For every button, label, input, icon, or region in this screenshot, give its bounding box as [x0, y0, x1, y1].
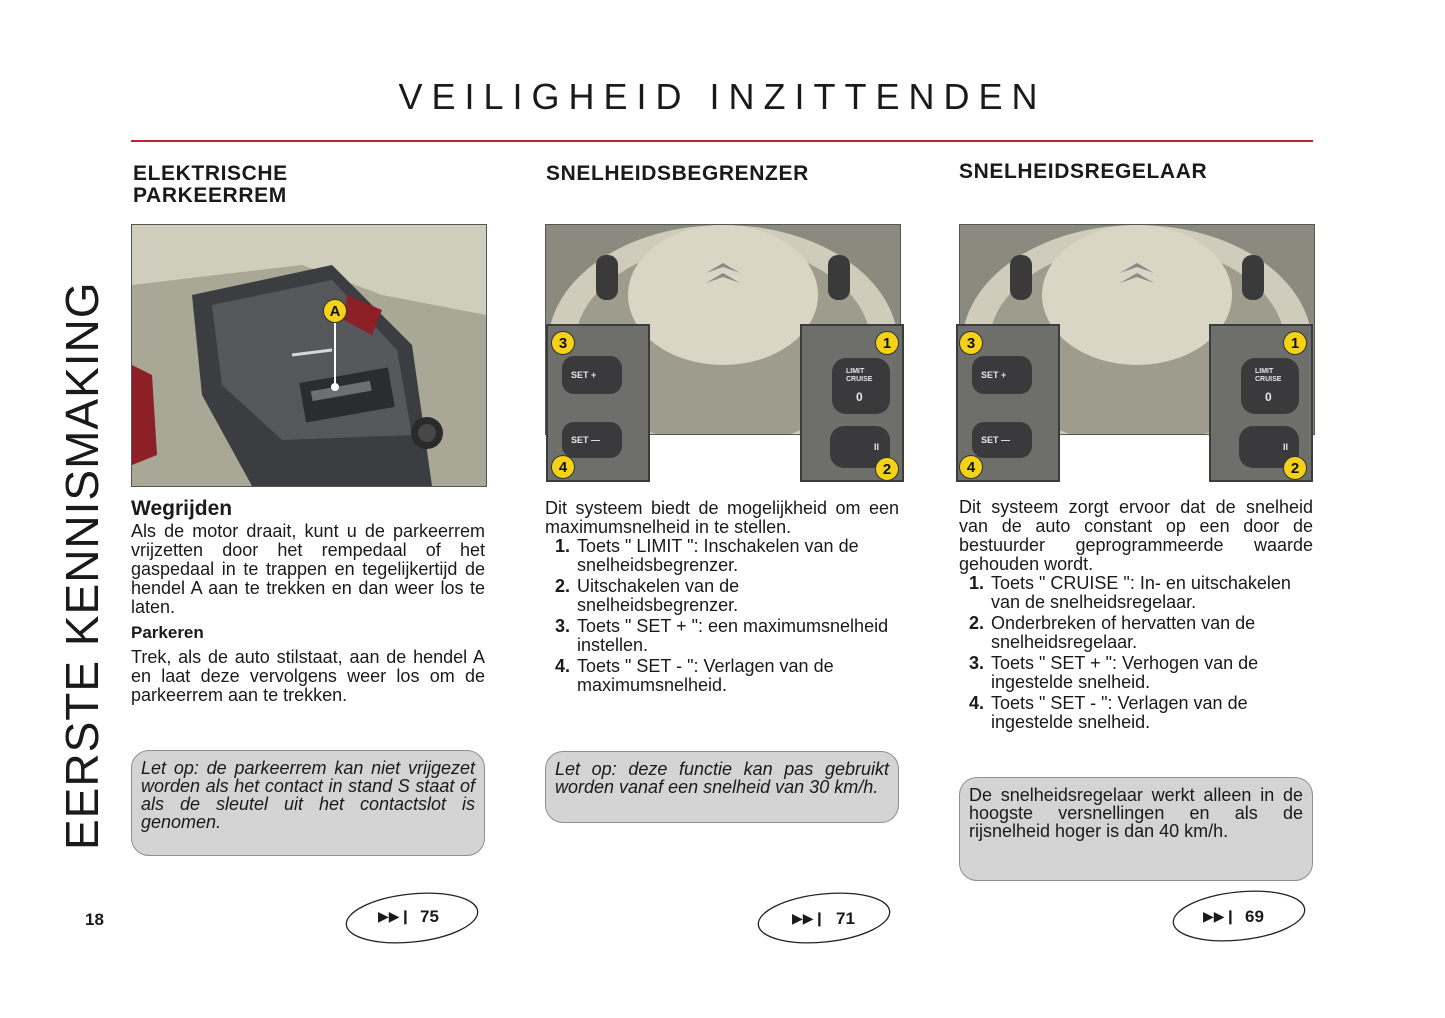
step-text: Uitschakelen van de snelheidsbegrenzer. [577, 576, 740, 615]
set-minus-button [972, 422, 1032, 458]
col3-step-3 [959, 654, 1313, 692]
set-minus-label: SET — [981, 435, 1011, 445]
col3-intro: Dit systeem zorgt ervoor dat de snelheid van de auto constant op een door de bestuurder geprogrammeerde waarde gehouden wordt. [959, 497, 1313, 574]
step-number: 3. [969, 653, 985, 673]
col1-title [133, 163, 288, 207]
set-minus-label: SET — [571, 435, 601, 445]
limit-cruise-button [832, 358, 890, 414]
col1-title-line2: PARKEERREM [133, 184, 287, 207]
col3-step-2 [959, 614, 1313, 652]
col2-step-4 [545, 657, 899, 695]
col3-page-ref[interactable] [1171, 886, 1307, 946]
step-text: Toets " SET + ": een maximumsnelheid instellen. [577, 616, 889, 655]
page-title: VEILIGHEID INZITTENDEN [398, 76, 1047, 117]
step-number: 2. [555, 576, 571, 596]
step-number: 4. [555, 656, 571, 676]
side-section-title: EERSTE KENNISMAKING [56, 281, 108, 850]
col1-ref-label: 75 [420, 907, 439, 926]
step-number: 2. [969, 613, 985, 633]
limit-cruise-button [1241, 358, 1299, 414]
col2-step-3 [545, 617, 899, 655]
col1-paragraph-driving: Als de motor draait, kunt u de parkeerrem vrijzetten door het rempedaal of het gaspedaal in te trappen en tegelijkertijd de hendel A aan te trekken en dan weer los te laten. [131, 521, 485, 617]
col3-marker-2: 2 [1283, 456, 1307, 480]
col2-intro: Dit systeem biedt de mogelijkheid om een maximumsnelheid in te stellen. [545, 498, 899, 537]
step-number: 1. [555, 536, 571, 556]
col3-note: De snelheidsregelaar werkt alleen in de hoogste versnellingen en als de rijsnelheid hoger is dan 40 km/h. [959, 777, 1313, 881]
col1-body [131, 499, 485, 705]
col3-step-1 [959, 574, 1313, 612]
col2-title: SNELHEIDSBEGRENZER [546, 162, 809, 185]
col1-note: Let op: de parkeerrem kan niet vrijgezet worden als het contact in stand S staat of als de sleutel uit het contactslot is genomen. [131, 750, 485, 856]
set-plus-button [562, 356, 622, 394]
col1-paragraph-parking: Trek, als de auto stilstaat, aan de hendel A en laat deze vervolgens weer los om de parkeerrem aan te trekken. [131, 647, 485, 705]
step-text: Toets " CRUISE ": In- en uitschakelen van de snelheidsregelaar. [991, 573, 1291, 612]
set-plus-button [972, 356, 1032, 394]
pause-label: II [1283, 442, 1289, 452]
col2-marker-2: 2 [875, 457, 899, 481]
parking-brake-illustration [132, 225, 486, 486]
col1-page-ref[interactable] [344, 888, 480, 948]
set-plus-label: SET + [981, 370, 1007, 380]
step-text: Toets " LIMIT ": Inschakelen van de snelheidsbegrenzer. [577, 536, 859, 575]
parking-brake-photo [131, 224, 487, 487]
zero-label: 0 [856, 390, 863, 404]
col2-marker-4: 4 [551, 455, 575, 479]
col1-subheading-parking: Parkeren [131, 623, 204, 642]
col3-title: SNELHEIDSREGELAAR [959, 160, 1208, 183]
pause-label: II [874, 442, 880, 452]
step-number: 3. [555, 616, 571, 636]
col2-page-ref[interactable] [756, 888, 892, 948]
zero-label: 0 [1265, 390, 1272, 404]
fast-forward-icon: ▶▶❙ [378, 908, 412, 924]
col3-steps [959, 574, 1313, 732]
set-minus-button [562, 422, 622, 458]
step-number: 1. [969, 573, 985, 593]
col2-body [545, 499, 899, 697]
col3-marker-4: 4 [959, 455, 983, 479]
col3-step-4 [959, 694, 1313, 732]
step-text: Toets " SET + ": Verhogen van de ingestelde snelheid. [991, 653, 1259, 692]
col3-marker-3: 3 [959, 331, 983, 355]
title-rule [131, 140, 1313, 142]
limit-label: LIMIT [846, 368, 865, 375]
col2-ref-label: 71 [836, 909, 855, 928]
lever-a-marker: A [323, 299, 347, 323]
col3-marker-1: 1 [1283, 331, 1307, 355]
col2-marker-1: 1 [875, 331, 899, 355]
cruise-label: CRUISE [1255, 376, 1282, 383]
col1-subheading-driving: Wegrijden [131, 497, 233, 520]
col2-note: Let op: deze functie kan pas gebruikt worden vanaf een snelheid van 30 km/h. [545, 751, 899, 823]
col2-step-2 [545, 577, 899, 615]
col1-title-line1: ELEKTRISCHE [133, 162, 288, 185]
limit-label: LIMIT [1255, 368, 1274, 375]
ref-oval-icon [1171, 890, 1307, 942]
fast-forward-icon: ▶▶❙ [1203, 908, 1237, 924]
col2-marker-3: 3 [551, 331, 575, 355]
step-text: Toets " SET - ": Verlagen van de ingestelde snelheid. [991, 693, 1248, 732]
cruise-label: CRUISE [846, 376, 873, 383]
step-text: Onderbreken of hervatten van de snelheidsregelaar. [991, 613, 1256, 652]
step-number: 4. [969, 693, 985, 713]
ref-oval-icon [344, 892, 480, 944]
col3-body [959, 498, 1313, 734]
fast-forward-icon: ▶▶❙ [792, 910, 826, 926]
set-plus-label: SET + [571, 370, 597, 380]
col2-step-1 [545, 537, 899, 575]
page-number: 18 [85, 910, 104, 929]
step-text: Toets " SET - ": Verlagen van de maximumsnelheid. [577, 656, 834, 695]
col3-ref-label: 69 [1245, 907, 1264, 926]
col2-steps [545, 537, 899, 695]
